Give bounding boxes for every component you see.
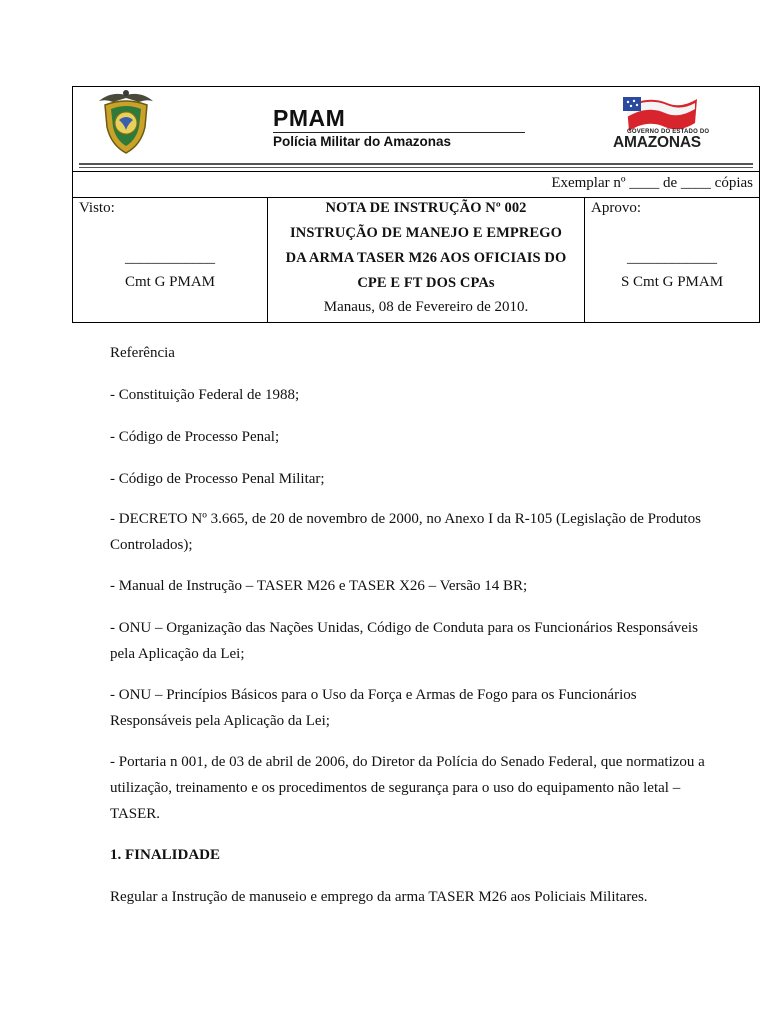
- aprovo-cell: [585, 198, 759, 323]
- government-label: GOVERNO DO ESTADO DO: [627, 129, 710, 135]
- org-rule: [273, 132, 525, 133]
- document-title-line: CPE E FT DOS CPAs: [357, 275, 495, 291]
- section-text: Regular a Instrução de manuseio e emprego da arma TASER M26 aos Policiais Militares.: [110, 889, 648, 905]
- references-title: Referência: [110, 345, 175, 361]
- copies-row: [73, 171, 759, 198]
- document-header-frame: [72, 86, 760, 323]
- reference-item: - DECRETO Nº 3.665, de 20 de novembro de 2000, no Anexo I da R-105 (Legislação de Produtos Controlados);: [110, 511, 701, 553]
- approval-grid: [73, 197, 759, 323]
- reference-item: - ONU – Princípios Básicos para o Uso da Força e Armas de Fogo para os Funcionários Responsáveis pela Aplicação da Lei;: [110, 687, 637, 729]
- visto-cell: [73, 198, 268, 323]
- title-cell: [268, 198, 585, 323]
- section-heading: 1. FINALIDADE: [110, 847, 221, 863]
- org-name: Polícia Militar do Amazonas: [273, 134, 452, 149]
- document-number: NOTA DE INSTRUÇÃO Nº 002: [325, 200, 527, 216]
- reference-item: - Constituição Federal de 1988;: [110, 387, 300, 403]
- visto-signature-line: ____________: [125, 250, 215, 266]
- visto-signatory: Cmt G PMAM: [124, 274, 216, 290]
- pmam-crest-icon: [91, 87, 161, 157]
- reference-item: - ONU – Organização das Nações Unidas, Código de Conduta para os Funcionários Responsáveis pela Aplicação da Lei;: [110, 620, 698, 662]
- document-title-line: DA ARMA TASER M26 AOS OFICIAIS DO: [285, 250, 567, 266]
- reference-item: - Código de Processo Penal;: [110, 429, 280, 445]
- org-abbreviation: PMAM: [273, 105, 346, 131]
- reference-item: - Portaria n 001, de 03 de abril de 2006, do Diretor da Polícia do Senado Federal, que normatizou a utilização, treinamento e os procedimentos de segurança para o uso do equipamento não letal – TASER.: [110, 754, 705, 822]
- aprovo-signature-line: ____________: [627, 250, 717, 266]
- visto-label: Visto:: [79, 200, 115, 216]
- letterhead: [73, 87, 759, 171]
- header-rule: [79, 163, 753, 165]
- reference-item: - Manual de Instrução – TASER M26 e TASER X26 – Versão 14 BR;: [110, 578, 528, 594]
- aprovo-signatory: S Cmt G PMAM: [620, 274, 724, 290]
- aprovo-label: Aprovo:: [591, 200, 641, 216]
- reference-item: - Código de Processo Penal Militar;: [110, 471, 325, 487]
- header-rule-thin: [79, 167, 753, 168]
- document-date: Manaus, 08 de Fevereiro de 2010.: [323, 299, 529, 315]
- copies-count: Exemplar nº ____ de ____ cópias: [551, 175, 753, 191]
- document-title-line: INSTRUÇÃO DE MANEJO E EMPREGO: [290, 225, 562, 241]
- state-name: AMAZONAS: [613, 134, 701, 151]
